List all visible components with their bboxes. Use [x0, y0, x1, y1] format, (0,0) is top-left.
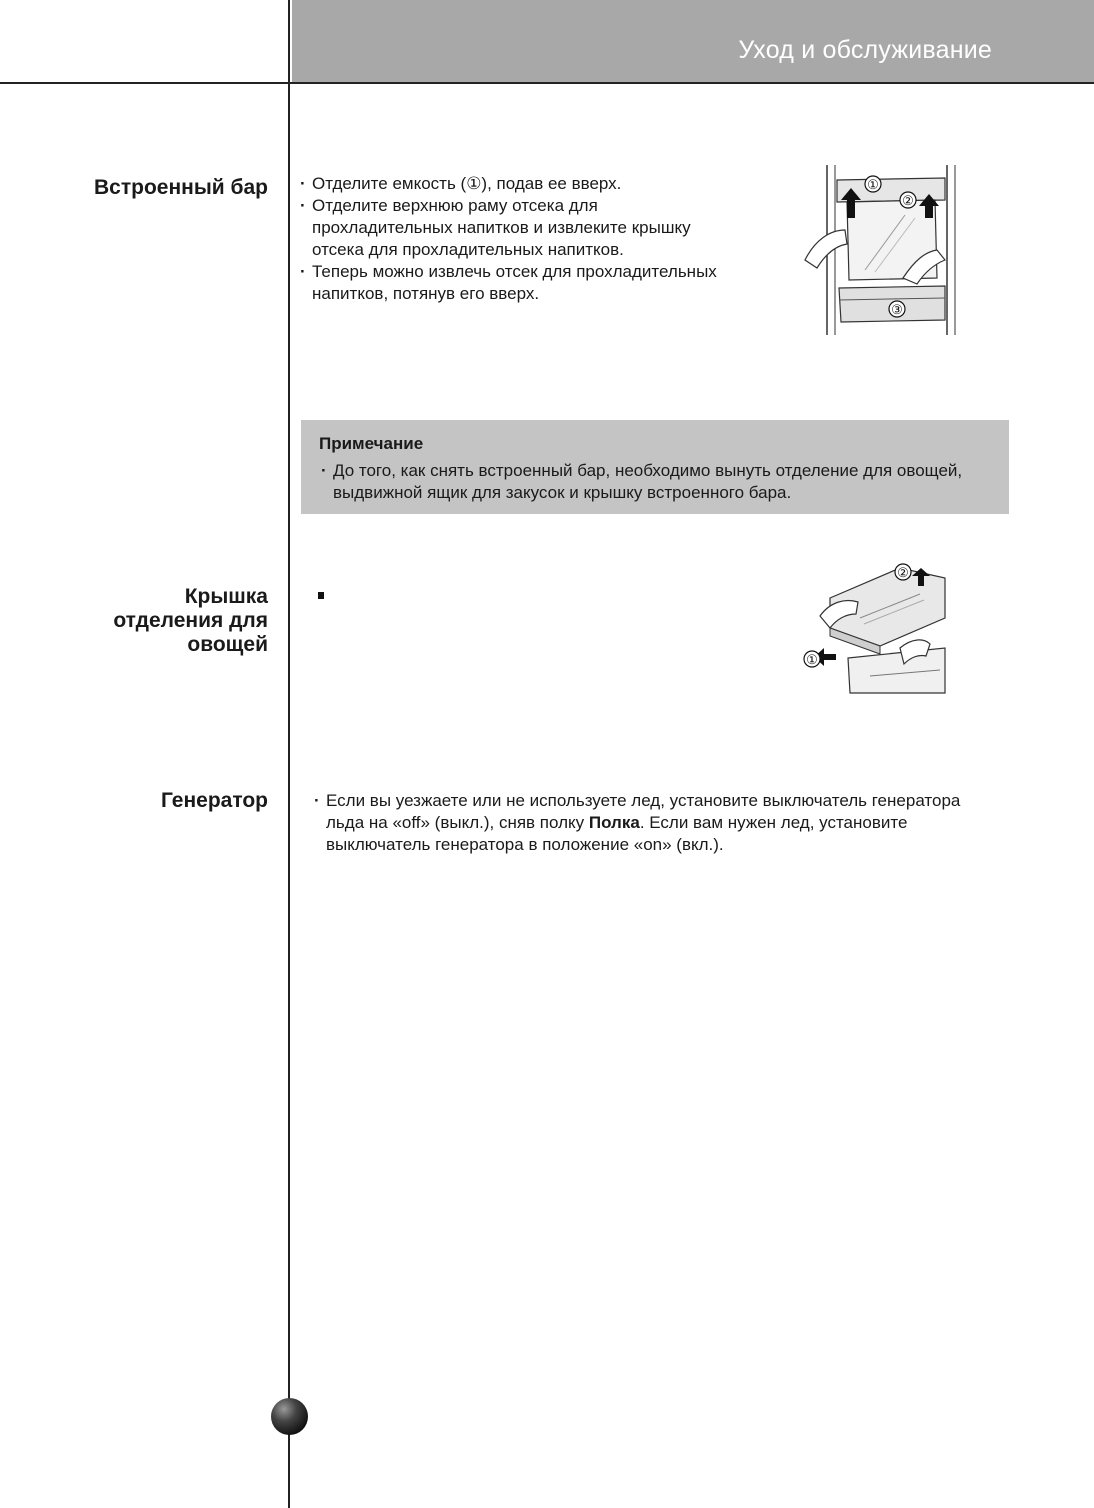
page-marker-dot — [271, 1398, 308, 1435]
section-title-generator: Генератор — [160, 789, 268, 812]
note-title: Примечание — [319, 434, 424, 453]
square-bullet — [318, 592, 324, 599]
generator-text-bold: Полка — [588, 813, 640, 832]
note-box — [301, 420, 1009, 514]
bar-instructions — [300, 173, 730, 305]
page-header-title: Уход и обслуживание — [738, 36, 992, 64]
generator-text — [314, 790, 986, 856]
bar-removal-illustration — [795, 160, 970, 340]
bar-bullet-1: · Отделите емкость (①), подав ее вверх. — [300, 173, 730, 195]
vegetable-figure-label-2: ② — [897, 565, 909, 580]
generator-text-part-1: Если вы уезжаете или не используете лед, установите выключатель генератора льда на «off» (выкл.), сняв полку — [326, 791, 961, 832]
header-rule — [0, 82, 1094, 84]
bar-figure-label-3: ③ — [891, 302, 903, 317]
vertical-divider — [288, 0, 290, 1508]
vegetable-cover-illustration — [800, 558, 950, 698]
generator-text-part-2: . Если вам нужен лед, установите выключатель генератора в положение «on» (вкл.). — [326, 813, 908, 854]
bar-figure-label-1: ① — [867, 177, 879, 192]
vegetable-figure-label-1: ① — [806, 652, 818, 667]
section-title-vegetable-cover: Крышка отделения для овощей — [113, 585, 268, 656]
bar-bullet-2: · Отделите верхнюю раму отсека для прохладительных напитков и извлеките крышку отсека для прохладительных напитков. — [300, 195, 730, 261]
section-title-bar: Встроенный бар — [94, 176, 268, 199]
note-text: · До того, как снять встроенный бар, необходимо вынуть отделение для овощей, выдвижной ящик для закусок и крышку встроенного бара. — [321, 460, 1003, 504]
bar-bullet-3: · Теперь можно извлечь отсек для прохладительных напитков, потянув его вверх. — [300, 261, 730, 305]
header-band — [292, 0, 1094, 82]
bar-figure-label-2: ② — [902, 193, 914, 208]
